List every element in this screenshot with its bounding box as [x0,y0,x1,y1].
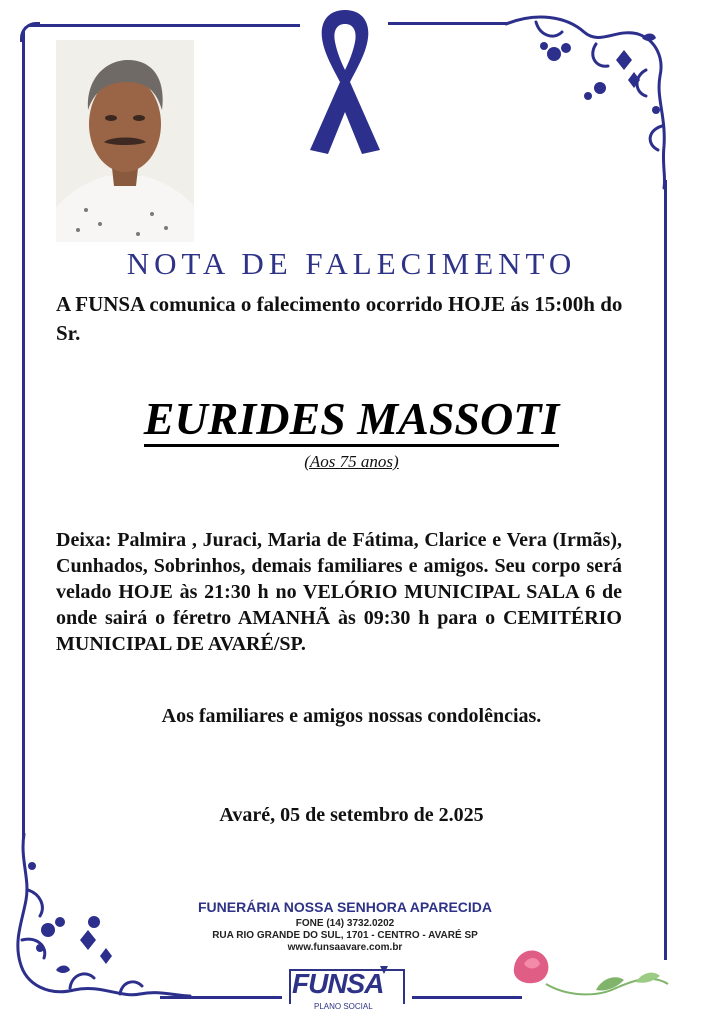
date-line: Avaré, 05 de setembro de 2.025 [219,804,484,826]
logo-text: FUNSA [292,968,384,999]
floral-corner-ornament-top-right [496,6,686,192]
funeral-home-phone: FONE (14) 3732.0202 [295,918,395,929]
deceased-name [0,392,703,445]
frame-top-line [28,24,300,27]
deceased-photo [56,40,194,242]
details-paragraph: Deixa: Palmira , Juraci, Maria de Fátima, Clarice e Vera (Irmãs), Cunhados, Sobrinhos, demais familiares e amigos. Seu corpo será velado HOJE às 21:30 h no VELÓRIO MUNICIPAL SALA 6 de onde sairá o féretro AMANHÃ às 09:30 h para o CEMITÉRIO MUNICIPAL DE AVARÉ/SP. [56,529,622,655]
frame-top-line-right [388,22,508,25]
deceased-age: (Aos 75 anos) [304,452,399,471]
page-title: NOTA DE FALECIMENTO [126,246,577,281]
deceased-name-text: EURIDES MASSOTI [144,393,559,447]
frame-right-line [664,180,667,960]
funeral-home-name: FUNERÁRIA NOSSA SENHORA APARECIDA [197,899,492,915]
funeral-home-website: www.funsaavare.com.br [287,942,403,953]
intro-paragraph: A FUNSA comunica o falecimento ocorrido HOJE ás 15:00h do Sr. [56,292,623,345]
funsa-logo [288,960,406,1016]
funeral-home-address: RUA RIO GRANDE DO SUL, 1701 - CENTRO - AVARÉ SP [212,930,478,941]
condolences-text: Aos familiares e amigos nossas condolências. [161,705,542,727]
rose-flower-icon [506,944,674,1006]
mourning-ribbon-icon [300,4,390,160]
logo-subtitle: PLANO SOCIAL [314,1002,373,1011]
